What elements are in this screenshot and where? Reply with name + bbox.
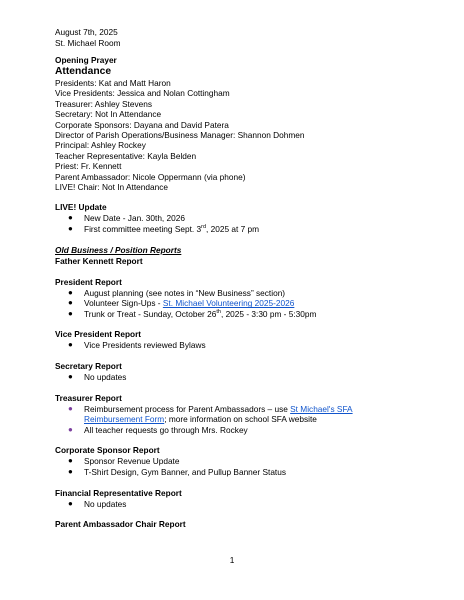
treasurer-list xyxy=(55,404,435,436)
bullet-icon: ● xyxy=(68,498,73,508)
attendance-item: Teacher Representative: Kayla Belden xyxy=(55,150,197,161)
reimbursement-form-link[interactable]: Reimbursement Form xyxy=(84,414,165,425)
attendance-item: Treasurer: Ashley Stevens xyxy=(55,98,152,109)
list-item: ● First committee meeting Sept. 3rd, 2025 at 7 pm xyxy=(68,224,260,235)
attendance-item: Corporate Sponsors: Dayana and David Patera xyxy=(55,119,229,130)
attendance-item: Vice Presidents: Jessica and Nolan Cottingham xyxy=(55,88,230,99)
sfa-link[interactable]: St Michael's SFA xyxy=(290,403,353,414)
parent-ambassador-report-heading: Parent Ambassador Chair Report xyxy=(55,519,186,530)
live-update-list xyxy=(55,213,435,234)
list-item: ● August planning (see notes in “New Business” section) xyxy=(68,287,286,298)
old-business-heading: Old Business / Position Reports xyxy=(55,244,182,255)
list-item: ● T-Shirt Design, Gym Banner, and Pullup Banner Status xyxy=(68,467,286,477)
attendance-list xyxy=(55,78,435,192)
list-item: ● Trunk or Treat - Sunday, October 26th, 2025 - 3:30 pm - 5:30pm xyxy=(68,308,317,319)
vice-president-list xyxy=(55,340,435,351)
treasurer-report-heading: Treasurer Report xyxy=(55,392,122,403)
volunteering-link[interactable]: St. Michael Volunteering 2025-2026 xyxy=(162,298,295,309)
financial-rep-report-heading: Financial Representative Report xyxy=(55,487,182,498)
attendance-item: Director of Parish Operations/Business Manager: Shannon Dohmen xyxy=(55,130,305,141)
list-item: ● All teacher requests go through Mrs. Rockey xyxy=(68,424,248,435)
vice-president-report-heading: Vice President Report xyxy=(55,329,142,340)
secretary-report-heading: Secretary Report xyxy=(55,361,122,372)
bullet-icon: ● xyxy=(68,298,73,308)
list-item: ● Vice Presidents reviewed Bylaws xyxy=(68,340,206,351)
list-item: ● New Date - Jan. 30th, 2026 xyxy=(68,213,186,224)
live-update-heading: LIVE! Update xyxy=(55,202,107,213)
bullet-icon: ● xyxy=(68,213,73,223)
bullet-icon: ● xyxy=(68,403,73,413)
father-kennett-heading: Father Kennett Report xyxy=(55,255,143,266)
bullet-icon: ● xyxy=(68,456,73,466)
president-report-heading: President Report xyxy=(55,276,122,287)
document-page xyxy=(55,27,435,530)
attendance-item: LIVE! Chair: Not In Attendance xyxy=(55,182,168,193)
list-item: ● Reimbursement process for Parent Ambassadors – use St Michael's SFA Reimbursement Form; more information on school SFA website xyxy=(68,403,353,425)
attendance-heading: Attendance xyxy=(55,66,112,77)
bullet-icon: ● xyxy=(68,467,73,476)
bullet-icon: ● xyxy=(68,340,73,350)
president-list xyxy=(55,288,435,320)
bullet-icon: ● xyxy=(68,424,73,434)
meeting-location: St. Michael Room xyxy=(55,38,121,48)
bullet-icon: ● xyxy=(68,287,73,297)
bullet-icon: ● xyxy=(68,224,73,234)
attendance-item: Presidents: Kat and Matt Haron xyxy=(55,78,171,88)
meeting-date: August 7th, 2025 xyxy=(55,27,118,37)
page-number: 1 xyxy=(229,555,235,565)
attendance-item: Priest: Fr. Kennett xyxy=(55,161,122,172)
opening-prayer-heading: Opening Prayer xyxy=(55,55,117,65)
list-item: ● Volunteer Sign-Ups - St. Michael Volunteering 2025-2026 xyxy=(68,298,295,309)
bullet-icon: ● xyxy=(68,308,73,318)
attendance-item: Secretary: Not In Attendance xyxy=(55,109,162,120)
corporate-sponsor-list xyxy=(55,456,435,477)
financial-rep-list xyxy=(55,499,435,510)
list-item: ● Sponsor Revenue Update xyxy=(68,456,180,467)
list-item: ● No updates xyxy=(68,498,127,509)
attendance-item: Parent Ambassador: Nicole Oppermann (via phone) xyxy=(55,171,246,182)
corporate-sponsor-report-heading: Corporate Sponsor Report xyxy=(55,445,160,456)
attendance-item: Principal: Ashley Rockey xyxy=(55,140,146,151)
list-item: ● No updates xyxy=(68,372,127,383)
secretary-list xyxy=(55,372,435,383)
bullet-icon: ● xyxy=(68,372,73,382)
